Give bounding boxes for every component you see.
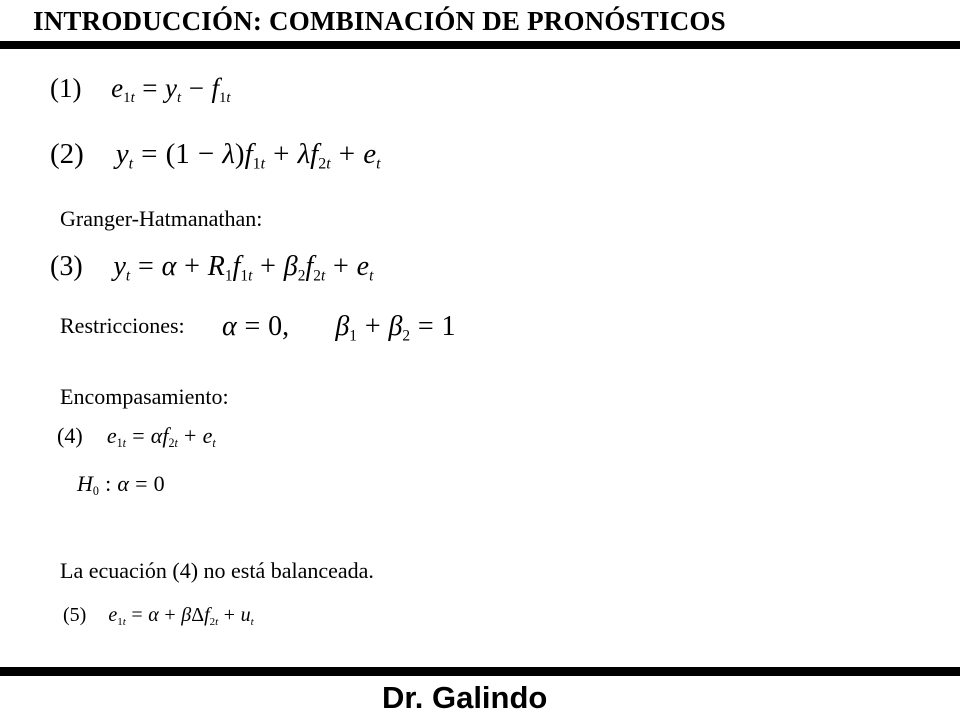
page-title: INTRODUCCIÓN: COMBINACIÓN DE PRONÓSTICOS xyxy=(33,6,726,36)
equation-3: (3) $y_t = \alpha + R_1f_{1t} + \beta_2f_{2t} + e_t$ xyxy=(50,251,374,285)
null-hypothesis: $H_0$ : α = 0 xyxy=(77,471,165,499)
author-footer: Dr. Galindo xyxy=(382,680,548,715)
balance-note: La ecuación (4) no está balanceada. xyxy=(60,558,374,583)
equation-2: (2) $y_t = (1 - \lambda)f_{1t} + \lambda f_{2t} + e_t$ xyxy=(50,138,381,173)
equation-1: (1) $e_{1t} = y_t - f_{1t}$ xyxy=(50,73,231,107)
restricciones-label: Restricciones: xyxy=(60,313,185,338)
granger-label: Granger-Hatmanathan: xyxy=(60,206,263,231)
equation-5: (5) $e_{1t} = \alpha + \beta\Delta f_{2t} + u_t$ xyxy=(63,604,254,628)
bottom-divider xyxy=(0,667,960,676)
encompasamiento-label: Encompasamiento: xyxy=(60,384,229,409)
top-divider xyxy=(0,41,960,49)
equation-4: (4) $e_{1t} = \alpha f_{2t} + e_t$ xyxy=(57,423,216,451)
restriction-equation: α = 0, $\beta_1 + \beta_2 = 1$ xyxy=(222,311,456,345)
